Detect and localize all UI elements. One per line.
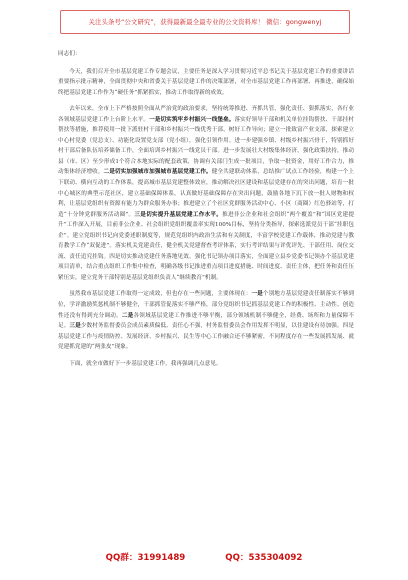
- paragraph-achievements-one: 落实好领导干部和机关单位挂钩帮扶、干部挂村帮扶等措施，推荐使用一批下派驻村干部和乡村振兴一线优秀干部，树好工作导向；建立一批致富产业支部，探索建立中心村党委（党总支）、功能化设置党支部（党小组），强化引领作用。进一步建强乡镇、村级乡村振兴骨干，特别抓好村干部后备队伍培养储备工作，全面培训乡村振兴一线党员干部。进一步发展壮大村级集体经济，强化政策扶持，推动县（市、区）至少形成1个符合本地实际的配套政策，协调有关部门生成一批项目，争取一批资金，用好工作合力，推动集体经济增收。: [58, 116, 354, 176]
- salutation: 同志们：: [58, 51, 81, 57]
- paragraph-transition: 下面，就全市做好下一步基层党建工作，我再强调几点意见。: [69, 360, 222, 367]
- problem-three-marker: 三是: [69, 323, 81, 330]
- heading-one: 一是切实筑牢乡村振兴一线堡垒。: [149, 116, 235, 123]
- problem-one-marker: 一是: [251, 291, 263, 298]
- qq-group-number: QQ群：31991489: [105, 553, 186, 563]
- qq-number: QQ：535304092: [225, 553, 303, 563]
- heading-three: 三是切实提升基层党建工作水平。: [134, 211, 223, 218]
- paragraph-achievements-two: 健全共建联动体系，总结推广试点工作经验，构建一个上下联动、横向互动的工作体系，提高城市基层党建整体效应，推动解决社区建设和基层党建存在的突出问题，培育一批中心城区的典型示范社区，建立基础保障体系，认真做好基础保障存在突出问题，鼓励各地下沉下放一批人财物和权利，让基层党组织有资源有能力为群众服务办事；推进建立了个社区党群服务活动中心、小区（商圈）红色驿站等，打造“十分钟党群服务活动圈”。: [58, 169, 354, 218]
- problem-three-text: 少数村务监督委员会成员素质偏低、责任心不强，村务监督委员会作用发挥不明显，以住建设有待加强。四是基层党建工作与疫情防控、发展经济、乡村振兴、民生等中心工作融合还不够紧密，不同程度存在一些发展抓发展、就党建抓党建的“两张皮”现象。: [58, 323, 354, 351]
- heading-two: 二是切实加强城市加强城市基层党建工作。: [103, 169, 212, 176]
- promo-banner-text: 关注头条号“公文研究”，获得最新最全最专业的公文资料库！ 微信：gongwenyj: [88, 18, 322, 26]
- paragraph-problems-lead: 虽然我市基层党建工作取得一定成效，但也存在一些问题，主要体现在：: [69, 291, 252, 298]
- problem-two-text: 各领域基层党建工作推进不够平衡，部分领域机制不够健全，经费、场所和力量保障不足。: [58, 312, 354, 330]
- paragraph-achievements-lead: 去年以来，全市上下严格按照全面从严治党的政治要求，坚持统筹推进、齐抓共管，强化责任、狠抓落实，各行业各领域基层党建工作上台阶上水平。: [58, 106, 354, 123]
- paragraph-achievements: [58, 104, 354, 283]
- problem-two-marker: 二是: [121, 312, 134, 319]
- speech-body: [58, 49, 354, 369]
- paragraph-achievements-three: 推进非公企业和社会组织“两个覆盖”和“国区党建提升”工作深入开展，目前非公企业、社会组织党组织覆盖率实现100%目标，坚持分类指导，探索选派党员干部“挂职包企”。建立党组织书记向党委述职制度等，规范党组织内政治生活和有关制度，丰富学校党建工作载体，推动党建与教育教学工作“双促进”。落实机关党建责任，健全机关党建督查考评体系，实行考评结果与评优评先、干部任用、岗位交流、责任追究挂钩。四是切实推动党建任务落地见效。强化书记领办项目落实，全面建立县乡党委书记领办个基层党建项目清单，结合重点组织工作集中检查，明确各级书记推进重点项目进度措施、时间进度、责任主体，把任务和责任压紧压实。建立党务干部特别是基层党组织负责人“继续教育”机制。: [58, 211, 355, 281]
- promo-banner: [60, 10, 350, 34]
- paragraph-problems: [58, 289, 354, 352]
- problem-one-text: 个别地方基层党建责任制落实不够到位，学评激励奖惩机制不够健全，干部抓管促落实不够严格，部分党组织书记抓基层党建工作的积极性、主动性、创造性还没有得到充分调动。: [58, 291, 354, 319]
- contact-footer: [0, 551, 408, 565]
- paragraph-intro: 今天，我们召开全市基层党建工作专题会议，主要任务是深入学习贯彻习近平总书记关于基层党建工作的重要讲话重要指示批示精神，全面贯彻中央和省委关于基层党建工作的决策部署，对全市基层党建工作再部署、再推进，确保始终把基层党建工作作为“硬任务”抓紧抓实，推动工作取得新的成效。: [58, 68, 354, 96]
